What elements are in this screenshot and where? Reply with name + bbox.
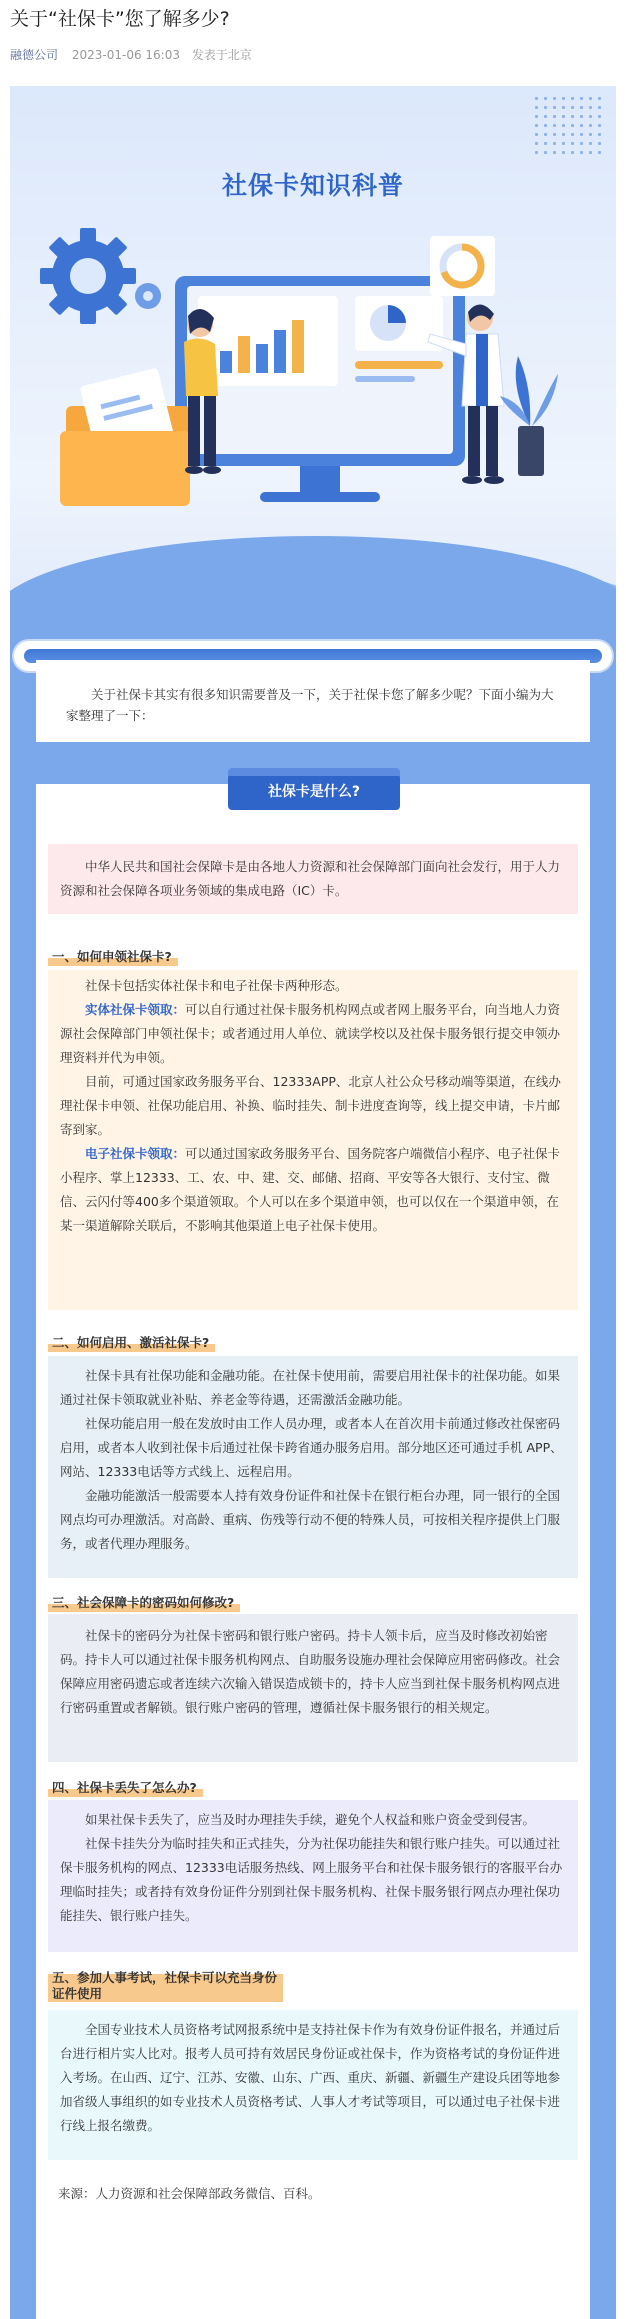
donut-chart-card-icon xyxy=(430,236,495,296)
section-1-p4: 电子社保卡领取：可以通过国家政务服务平台、国务院客户端微信小程序、电子社保卡小程序、掌上12333、工、农、中、建、交、邮储、招商、平安等各大银行、支付宝、微信、云闪付等400多个渠道领取。个人可以在多个渠道申领，也可以仅在一个渠道申领，在某一渠道解除关联后，不影响其他渠道上电子社保卡使用。 xyxy=(60,1146,561,1233)
section-1-p1: 社保卡包括实体社保卡和电子社保卡两种形态。 xyxy=(85,978,348,993)
definition-text: 中华人民共和国社会保障卡是由各地人力资源和社会保障部门面向社会发行，用于人力资源和社会保障各项业务领域的集成电路（IC）卡。 xyxy=(60,859,561,898)
section-2-p3: 金融功能激活一般需要本人持有效身份证件和社保卡在银行柜台办理，同一银行的全国网点均可办理激活。对高龄、重病、伤残等行动不便的特殊人员，可按相关程序提供上门服务，或者代理办理服务。 xyxy=(60,1488,561,1551)
source-note: 来源：人力资源和社会保障部政务微信、百科。 xyxy=(58,2186,321,2201)
card-badge: 社保卡是什么? xyxy=(228,774,400,810)
section-5-heading: 五、参加人事考试，社保卡可以充当身份 证件使用 xyxy=(48,1970,283,2002)
hero-banner xyxy=(10,86,616,646)
section-5-box xyxy=(48,2010,578,2160)
section-4-heading: 四、社保卡丢失了怎么办? xyxy=(48,1779,203,1797)
publish-location: 发表于北京 xyxy=(191,48,252,62)
section-4-box xyxy=(48,1800,578,1952)
hero-title: 社保卡知识科普 xyxy=(221,171,404,200)
section-2-p2: 社保功能启用一般在发放时由工作人员办理，或者本人在首次用卡前通过修改社保密码启用，或者本人收到社保卡后通过社保卡跨省通办服务启用。部分地区还可通过手机 APP、网站、12333电话等方式线上、远程启用。 xyxy=(60,1416,563,1479)
section-2-heading: 二、如何启用、激活社保卡? xyxy=(48,1334,215,1352)
section-4-p2: 社保卡挂失分为临时挂失和正式挂失，分为社保功能挂失和银行账户挂失。可以通过社保卡服务机构的网点、12333电话服务热线、网上服务平台和社保卡服务银行的客服平台办理临时挂失；或者持有效身份证件分别到社保卡服务机构、社保卡服务银行网点办理社保功能挂失、银行账户挂失。 xyxy=(60,1836,563,1923)
section-1-box xyxy=(48,970,578,1310)
section-3-heading: 三、社会保障卡的密码如何修改? xyxy=(48,1594,240,1612)
section-1-heading: 一、如何申领社保卡? xyxy=(48,948,178,966)
section-4-p1: 如果社保卡丢失了，应当及时办理挂失手续，避免个人权益和账户资金受到侵害。 xyxy=(85,1812,536,1827)
definition-box xyxy=(48,844,578,914)
article-header xyxy=(0,0,626,86)
publish-time: 2023-01-06 16:03 xyxy=(71,48,180,62)
hero-wave-front xyxy=(10,536,616,646)
section-1-p3: 目前，可通过国家政务服务平台、12333APP、北京人社公众号移动端等渠道，在线办理社保卡申领、社保功能启用、补换、临时挂失、制卡进度查询等，线上提交申请，卡片邮寄到家。 xyxy=(60,1074,561,1137)
article-title: 关于“社保卡”您了解多少? xyxy=(10,8,230,30)
small-gear-icon xyxy=(135,283,161,309)
section-1-p2: 实体社保卡领取：可以自行通过社保卡服务机构网点或者网上服务平台，向当地人力资源社会保障部门申领社保卡；或者通过用人单位、就读学校以及社保卡服务银行提交申领办理资料并代为申领。 xyxy=(60,1002,561,1065)
author-link[interactable]: 融德公司 xyxy=(10,48,59,62)
section-2-p1: 社保卡具有社保功能和金融功能。在社保卡使用前，需要启用社保卡的社保功能。如果通过社保卡领取就业补贴、养老金等待遇，还需激活金融功能。 xyxy=(60,1368,561,1407)
section-5-p1: 全国专业技术人员资格考试网报系统中是支持社保卡作为有效身份证件报名，并通过后台进行相片实人比对。报考人员可持有效居民身份证或社保卡，作为资格考试的身份证件进入考场。在山西、辽宁、江苏、安徽、山东、广西、重庆、新疆、新疆生产建设兵团等地参加省级人事组织的如专业技术人员资格考试、人事人才考试等项目，可以通过电子社保卡进行线上报名缴费。 xyxy=(60,2022,561,2133)
gear-icon xyxy=(40,228,136,324)
section-2-box xyxy=(48,1356,578,1578)
poster xyxy=(10,86,616,2319)
article-meta xyxy=(10,46,616,64)
section-3-box xyxy=(48,1614,578,1762)
hero-illustration xyxy=(10,86,616,546)
section-3-p1: 社保卡的密码分为社保卡密码和银行账户密码。持卡人领卡后，应当及时修改初始密码。持卡人可以通过社保卡服务机构网点、自助服务设施办理社会保障应用密码修改。社会保障应用密码遗忘或者连续六次输入错误造成锁卡的，持卡人应当到社保卡服务机构网点进行密码重置或者解锁。银行账户密码的管理，遵循社保卡服务银行的相关规定。 xyxy=(60,1628,561,1715)
folder-icon xyxy=(60,368,190,506)
intro-text: 关于社保卡其实有很多知识需要普及一下，关于社保卡您了解多少呢？下面小编为大家整理了一下： xyxy=(36,660,590,742)
content-card xyxy=(36,784,590,2319)
plant-icon xyxy=(500,356,558,476)
